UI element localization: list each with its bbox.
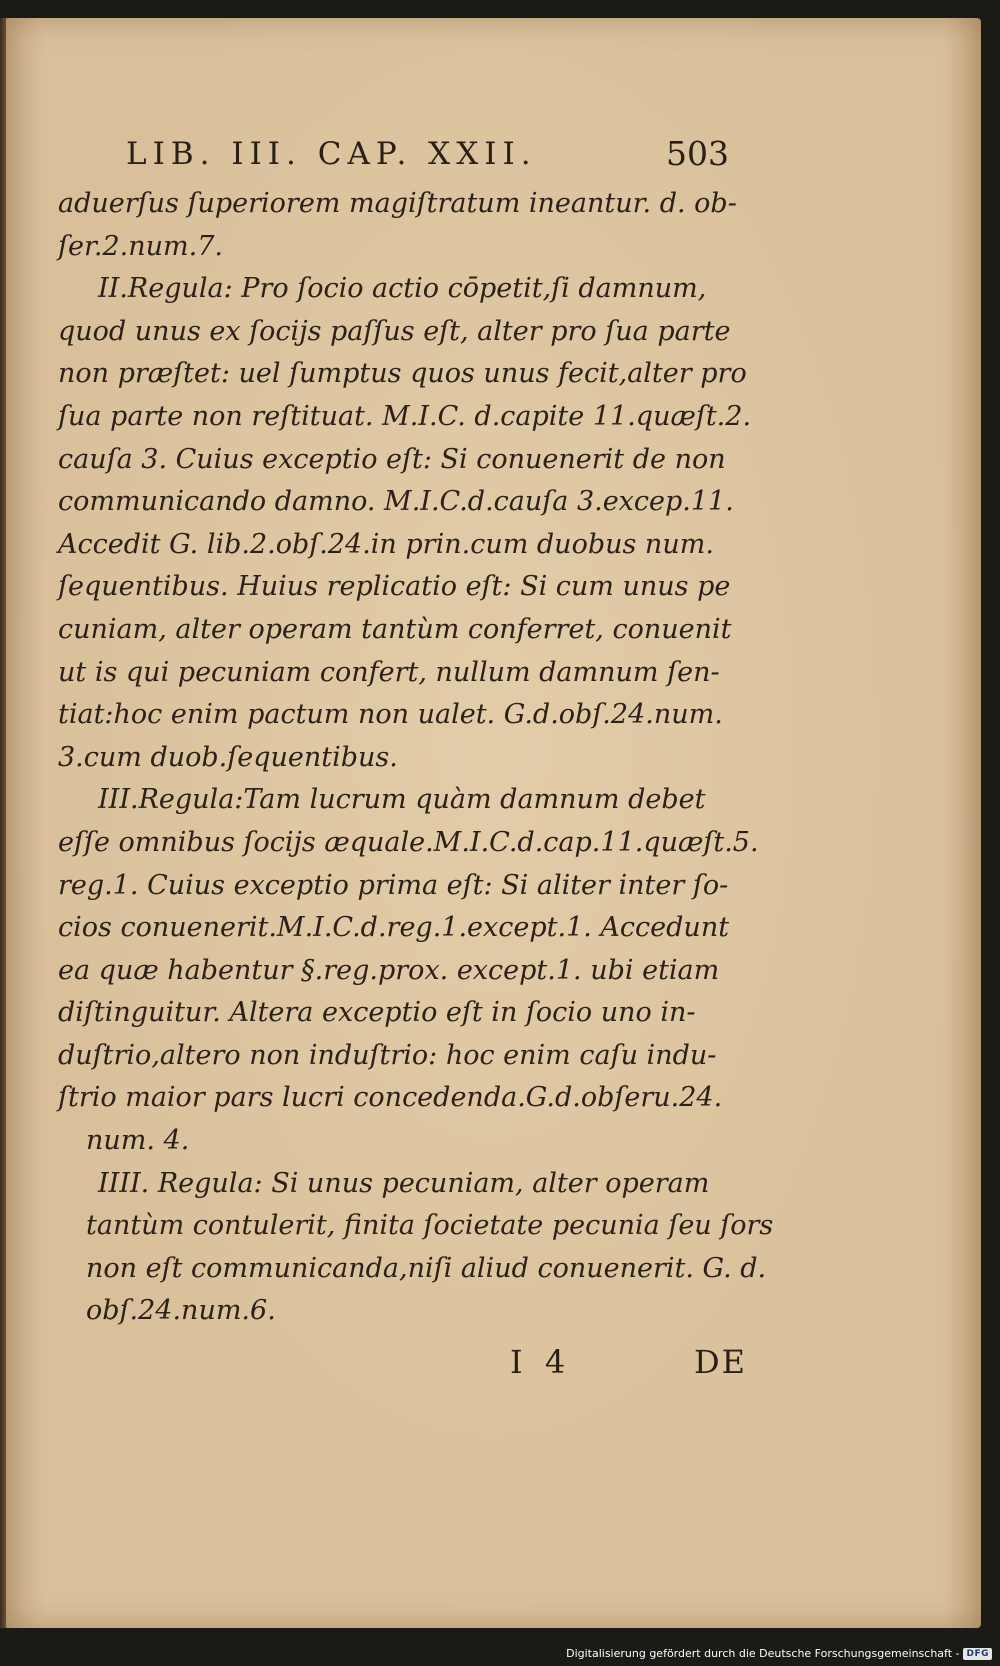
text-line: cuniam, alter operam tantùm conferret, conuenit xyxy=(58,613,732,645)
text-line: ſtrio maior pars lucri concedenda.G.d.obſeru.24. xyxy=(58,1082,723,1114)
text-line: IIII. Regula: Si unus pecuniam, alter operam xyxy=(98,1167,710,1199)
text-line: ut is qui pecuniam confert, nullum damnum ſen- xyxy=(58,656,720,688)
text-line: aduerſus ſuperiorem magiſtratum ineantur. d. ob- xyxy=(58,188,737,219)
text-line: communicando damno. M.I.C.d.cauſa 3.excep.11. xyxy=(58,486,734,518)
text-line: non eſt communicanda,niſi aliud conuenerit. G. d. xyxy=(86,1252,767,1284)
text-line: obſ.24.num.6. xyxy=(86,1295,276,1327)
text-line: cauſa 3. Cuius exceptio eſt: Si conuenerit de non xyxy=(58,443,726,475)
book-page xyxy=(6,18,981,1628)
digitization-credit xyxy=(566,1647,992,1660)
text-line: duſtrio,altero non induſtrio: hoc enim caſu indu- xyxy=(58,1039,717,1071)
text-line: tiat:hoc enim pactum non ualet. G.d.obſ.24.num. xyxy=(58,699,723,731)
text-line: reg.1. Cuius exceptio prima eſt: Si aliter inter ſo- xyxy=(58,869,729,901)
credit-text: Digitalisierung gefördert durch die Deutsche Forschungsgemeinschaft - xyxy=(566,1647,960,1660)
text-line: tantùm contulerit, finita ſocietate pecunia ſeu ſors xyxy=(86,1210,774,1242)
text-line: eſſe omnibus ſocijs æquale.M.I.C.d.cap.11.quæſt.5. xyxy=(58,826,759,858)
body-text xyxy=(58,183,774,1333)
text-line: Accedit G. lib.2.obſ.24.in prin.cum duobus num. xyxy=(58,528,714,560)
text-line: cios conuenerit.M.I.C.d.reg.1.except.1. Accedunt xyxy=(58,912,730,944)
text-line: ſua parte non reſtituat. M.I.C. d.capite 11.quæſt.2. xyxy=(58,400,752,432)
text-line: III.Regula:Tam lucrum quàm damnum debet xyxy=(98,784,706,816)
signature-mark: I 4 xyxy=(510,1343,572,1381)
dfg-logo: DFG xyxy=(963,1648,992,1660)
page-footer xyxy=(6,1343,981,1393)
text-line: ea quæ habentur §.reg.prox. except.1. ubi etiam xyxy=(58,954,720,986)
text-line: ſer.2.num.7. xyxy=(58,230,223,262)
text-line: 3.cum duob.ſequentibus. xyxy=(58,741,398,773)
text-line: ſequentibus. Huius replicatio eſt: Si cum unus pe xyxy=(58,571,731,603)
text-line: quod unus ex ſocijs paſſus eſt, alter pro ſua parte xyxy=(58,315,731,347)
text-line: diſtinguitur. Altera exceptio eſt in ſocio uno in- xyxy=(58,997,696,1029)
text-line: non præſtet: uel ſumptus quos unus fecit,alter pro xyxy=(58,358,747,390)
running-head: LIB. III. CAP. XXII. xyxy=(126,136,537,172)
text-line: num. 4. xyxy=(86,1125,190,1157)
page-number: 503 xyxy=(666,134,729,173)
text-line: II.Regula: Pro ſocio actio cōpetit,ſi damnum, xyxy=(98,273,707,305)
catchword: DE xyxy=(694,1343,748,1381)
